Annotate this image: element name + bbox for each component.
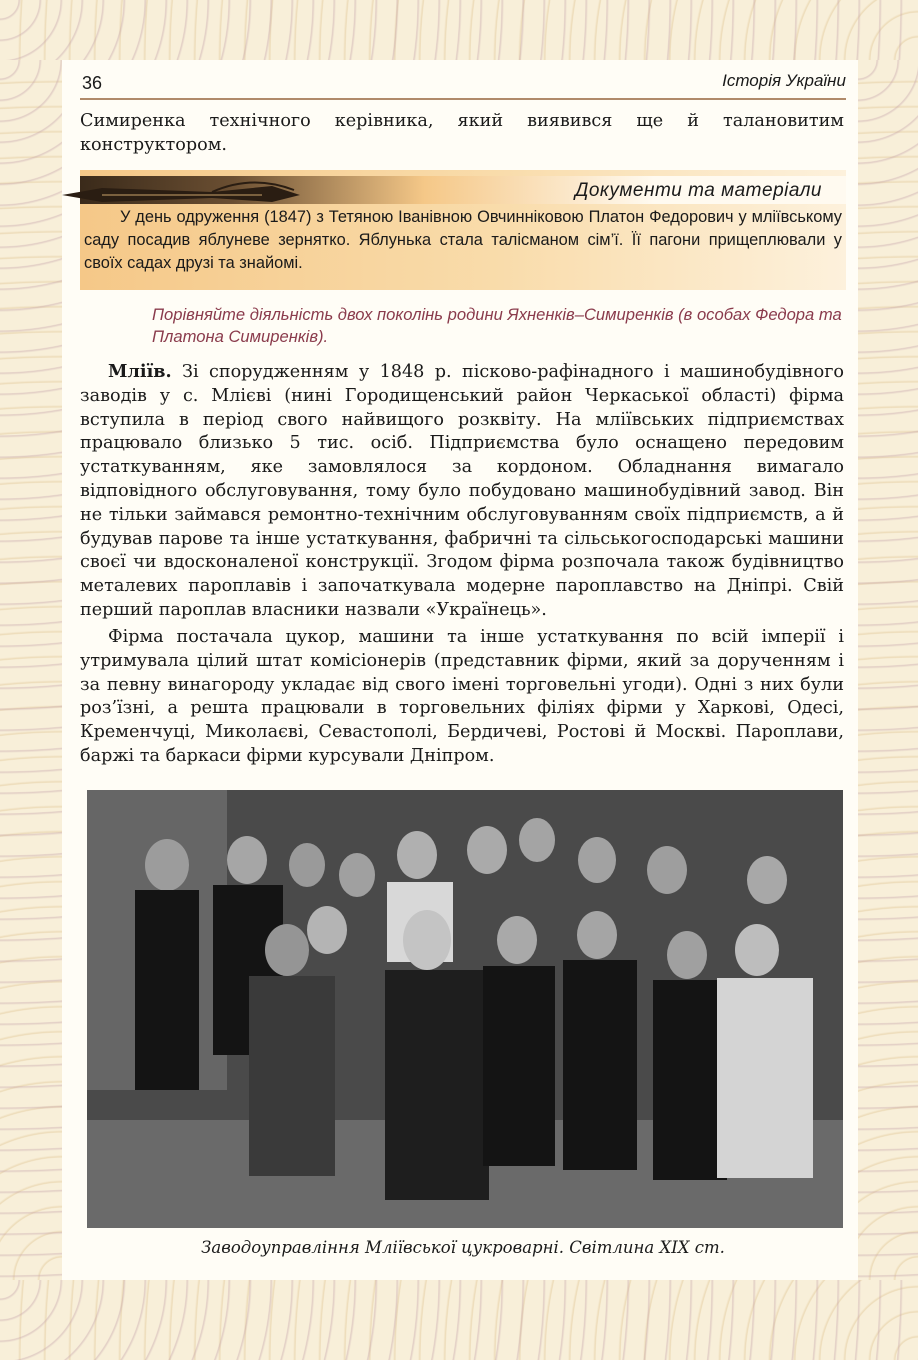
section-paragraph-1 [80,360,844,623]
section-heading: Мліїв. [108,361,172,382]
group-photo-figures [87,790,843,1228]
task-question: Порівняйте діяльність двох поколінь родини Яхненків–Симиренків (в особах Федора та Платона Симиренків). [152,305,842,346]
group-photo [87,790,843,1228]
section-paragraph-2-text: Фірма постачала цукор, машини та інше устаткування по всій імперії і утримувала цілий штат комісіонерів (представник фірми, який за дорученням і за певну винагороду укладає від свого імені торговельні угоди). Одні з них були роз’їзні, а решта працювали в торговельних філіях фірми у Харкові, Одесі, Кременчуці, Миколаєві, Севастополі, Бердичеві, Ростові й Москві. Пароплави, баржі та баркаси фірми курсували Дніпром. [80,627,844,766]
ornament-border-top [0,0,918,60]
documents-text [84,206,842,275]
page-header [80,68,846,100]
ornament-border-right [858,60,918,1280]
documents-label: Документи та матеріали [574,180,822,201]
running-title: Історія України [722,71,846,90]
ornament-border-left [0,60,62,1280]
documents-banner [80,176,846,204]
documents-box [80,170,846,290]
ornament-border-bottom [0,1280,918,1360]
section-paragraph-1-text: Зі спорудженням у 1848 р. пісково-рафінадного і машинобудівного заводів у с. Млієві (нині Городищенський район Черкаської області) фірма вступила в період свого найвищого розквіту. На мліївських підприємствах працювало близько 5 тис. осіб. Підприємства було оснащено передовим устаткуванням, яке замовлялося за кордоном. Обладнання вимагало відповідного обслуговування, тому було побудовано машинобудівний завод. Він не тільки займався ремонтно-технічним обслуговуванням своїх підприємств, а й будував парове та інше устаткування, фабричні та сільськогосподарські машини своєї чи вдосконаленої конструкції. Згодом фірма розпочала також будівництво металевих пароплавів і започаткувала модерне пароплавство на Дніпрі. Свій перший пароплав власники назвали «Українець». [80,362,844,620]
photo-caption: Заводоуправління Мліївської цукроварні. Світлина XIX ст. [201,1238,725,1257]
page-number: 36 [82,73,103,93]
intro-paragraph: Симиренка технічного керівника, який виявився ще й талановитим конструктором. [80,111,844,155]
section-paragraph-2 [80,626,844,769]
documents-text-body: У день одруження (1847) з Тетяною Іванівною Овчинніковою Платон Федорович у мліївському саду посадив яблуневе зернятко. Яблунька стала талісманом сім’ї. Її пагони прищеплювали у своїх садах друзі та знайомі. [84,208,842,272]
